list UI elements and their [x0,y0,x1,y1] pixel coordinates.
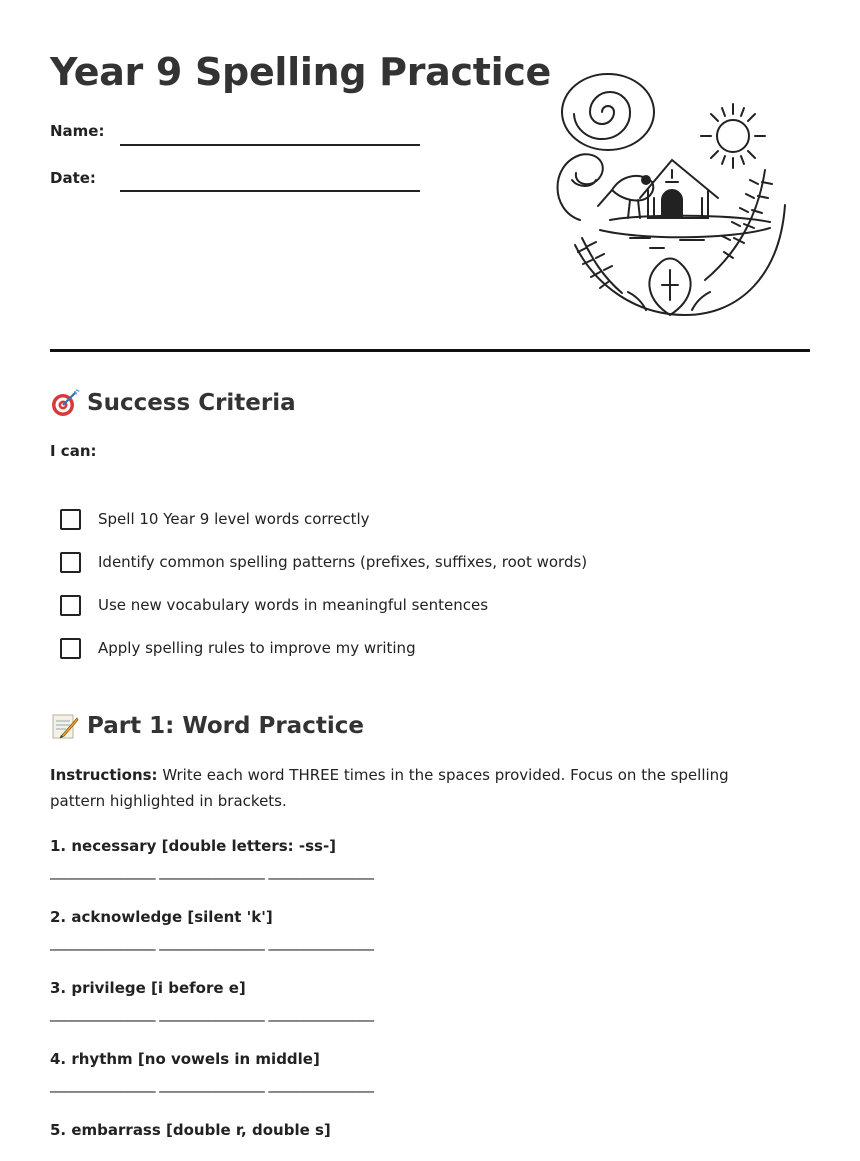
word-2: 2. acknowledge [silent 'k'] [50,908,273,926]
criterion-text: Use new vocabulary words in meaningful sentences [98,596,489,614]
criterion-text: Identify common spelling patterns (prefixes, suffixes, root words) [98,553,588,571]
instructions [50,762,770,814]
word-1-blanks[interactable]: _______________ _______________ _______________ [50,862,374,880]
house-bird-sun-illustration [550,70,790,320]
criterion-text: Apply spelling rules to improve my writing [98,639,416,657]
memo-emoji-icon [50,712,80,740]
criterion-2 [60,550,587,574]
word-3-blanks[interactable]: _______________ _______________ _______________ [50,1004,374,1022]
criterion-checkbox[interactable] [60,595,81,616]
criterion-text: Spell 10 Year 9 level words correctly [98,510,370,528]
criterion-checkbox[interactable] [60,509,81,530]
success-criteria-heading [50,389,296,417]
leaf-icon [578,238,622,293]
word-2-blanks[interactable]: _______________ _______________ _______________ [50,933,374,951]
target-emoji-icon [50,389,80,417]
part1-title: Part 1: Word Practice [87,713,364,739]
sun-icon [701,104,765,168]
success-criteria-title: Success Criteria [87,390,296,416]
word-4: 4. rhythm [no vowels in middle] [50,1050,320,1068]
header-divider [50,349,810,352]
word-5: 5. embarrass [double r, double s] [50,1121,331,1139]
word-4-blanks[interactable]: _______________ _______________ _______________ [50,1075,374,1093]
swirl-icon [562,74,654,150]
name-input-line[interactable] [120,144,420,146]
criterion-1 [60,507,370,531]
name-field [50,122,104,140]
criterion-4 [60,636,416,660]
word-1: 1. necessary [double letters: -ss-] [50,837,337,855]
page-title: Year 9 Spelling Practice [50,50,552,94]
part1-heading [50,712,364,740]
house-icon [640,160,718,218]
i-can-label: I can: [50,442,97,460]
criterion-checkbox[interactable] [60,638,81,659]
word-3: 3. privilege [i before e] [50,979,246,997]
instructions-label: Instructions: [50,766,158,784]
name-label: Name: [50,122,105,140]
date-input-line[interactable] [120,190,420,192]
criterion-checkbox[interactable] [60,552,81,573]
criterion-3 [60,593,488,617]
date-label: Date: [50,169,96,187]
date-field [50,169,96,187]
fern-icon [705,170,772,280]
bird-icon [598,176,653,218]
instructions-text: Write each word THREE times in the spaces provided. Focus on the spelling pattern highlighted in brackets. [50,766,729,810]
